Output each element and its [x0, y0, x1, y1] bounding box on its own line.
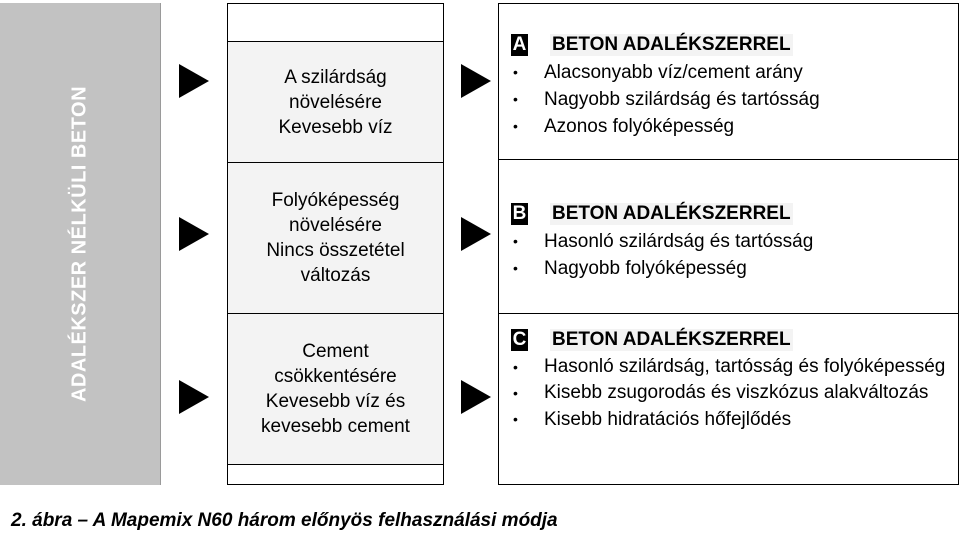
middle-box-line: kevesebb cement: [261, 416, 410, 437]
arrow-right-icon: [461, 64, 491, 98]
bullet-icon: •: [513, 260, 518, 276]
section-c-header: [511, 326, 958, 354]
list-item: • Nagyobb folyóképesség: [511, 255, 958, 282]
arrow-right-icon: [461, 217, 491, 251]
arrow-right-icon: [179, 380, 209, 414]
arrow-right-icon: [179, 64, 209, 98]
list-item: • Nagyobb szilárdság és tartósság: [511, 86, 958, 113]
bullet-icon: •: [513, 91, 518, 107]
figure-caption: 2. ábra – A Mapemix N60 három előnyös felhasználási módja: [11, 510, 558, 531]
section-title: BETON ADALÉKSZERREL: [552, 34, 791, 55]
section-a-list: [499, 59, 958, 140]
middle-box-line: Cement: [302, 341, 369, 362]
middle-box-line: növelésére: [289, 91, 382, 113]
middle-box-line: csökkentésére: [274, 366, 397, 387]
section-a: [499, 31, 958, 140]
section-letter: B: [512, 203, 527, 224]
section-title: BETON ADALÉKSZERREL: [552, 329, 791, 350]
middle-box-line: növelésére: [289, 215, 382, 236]
arrow-right-icon: [461, 380, 491, 414]
list-item: • Alacsonyabb víz/cement arány: [511, 59, 958, 86]
middle-box-line: Kevesebb víz és: [265, 391, 406, 412]
arrow-right-icon: [179, 217, 209, 251]
middle-box-strength: [228, 41, 443, 163]
middle-box-cement: [228, 313, 443, 465]
middle-box-flowability: [228, 162, 443, 314]
bullet-icon: •: [513, 411, 518, 427]
section-title: BETON ADALÉKSZERREL: [552, 203, 791, 224]
bullet-icon: •: [513, 359, 518, 375]
middle-box-line: A szilárdság: [284, 66, 387, 88]
section-b: [499, 159, 958, 313]
section-b-list: [499, 228, 958, 282]
section-c-list: [499, 354, 958, 433]
side-panel: [0, 3, 161, 485]
list-item: • Kisebb zsugorodás és viszkózus alakváltozás: [511, 380, 958, 406]
bullet-icon: •: [513, 233, 518, 249]
list-item: • Hasonló szilárdság és tartósság: [511, 228, 958, 255]
middle-box-line: Nincs összetétel: [266, 240, 405, 261]
side-label: ADALÉKSZER NÉLKÜLI BETON: [68, 85, 91, 403]
section-letter: A: [512, 34, 527, 55]
section-b-header: [511, 200, 958, 228]
list-item: • Hasonló szilárdság, tartósság és folyóképesség: [511, 354, 958, 380]
list-item: • Kisebb hidratációs hőfejlődés: [511, 406, 958, 433]
section-a-header: [511, 31, 958, 59]
middle-column: [227, 3, 444, 485]
middle-box-line: változás: [300, 265, 371, 286]
middle-box-line: Kevesebb víz: [278, 116, 393, 138]
bullet-icon: •: [513, 385, 518, 401]
bullet-icon: •: [513, 64, 518, 80]
middle-box-line: Folyóképesség: [271, 190, 400, 211]
section-c: [499, 313, 958, 433]
section-letter: C: [512, 329, 527, 350]
bullet-icon: •: [513, 118, 518, 134]
list-item: • Azonos folyóképesség: [511, 113, 958, 140]
right-column: [498, 3, 959, 485]
